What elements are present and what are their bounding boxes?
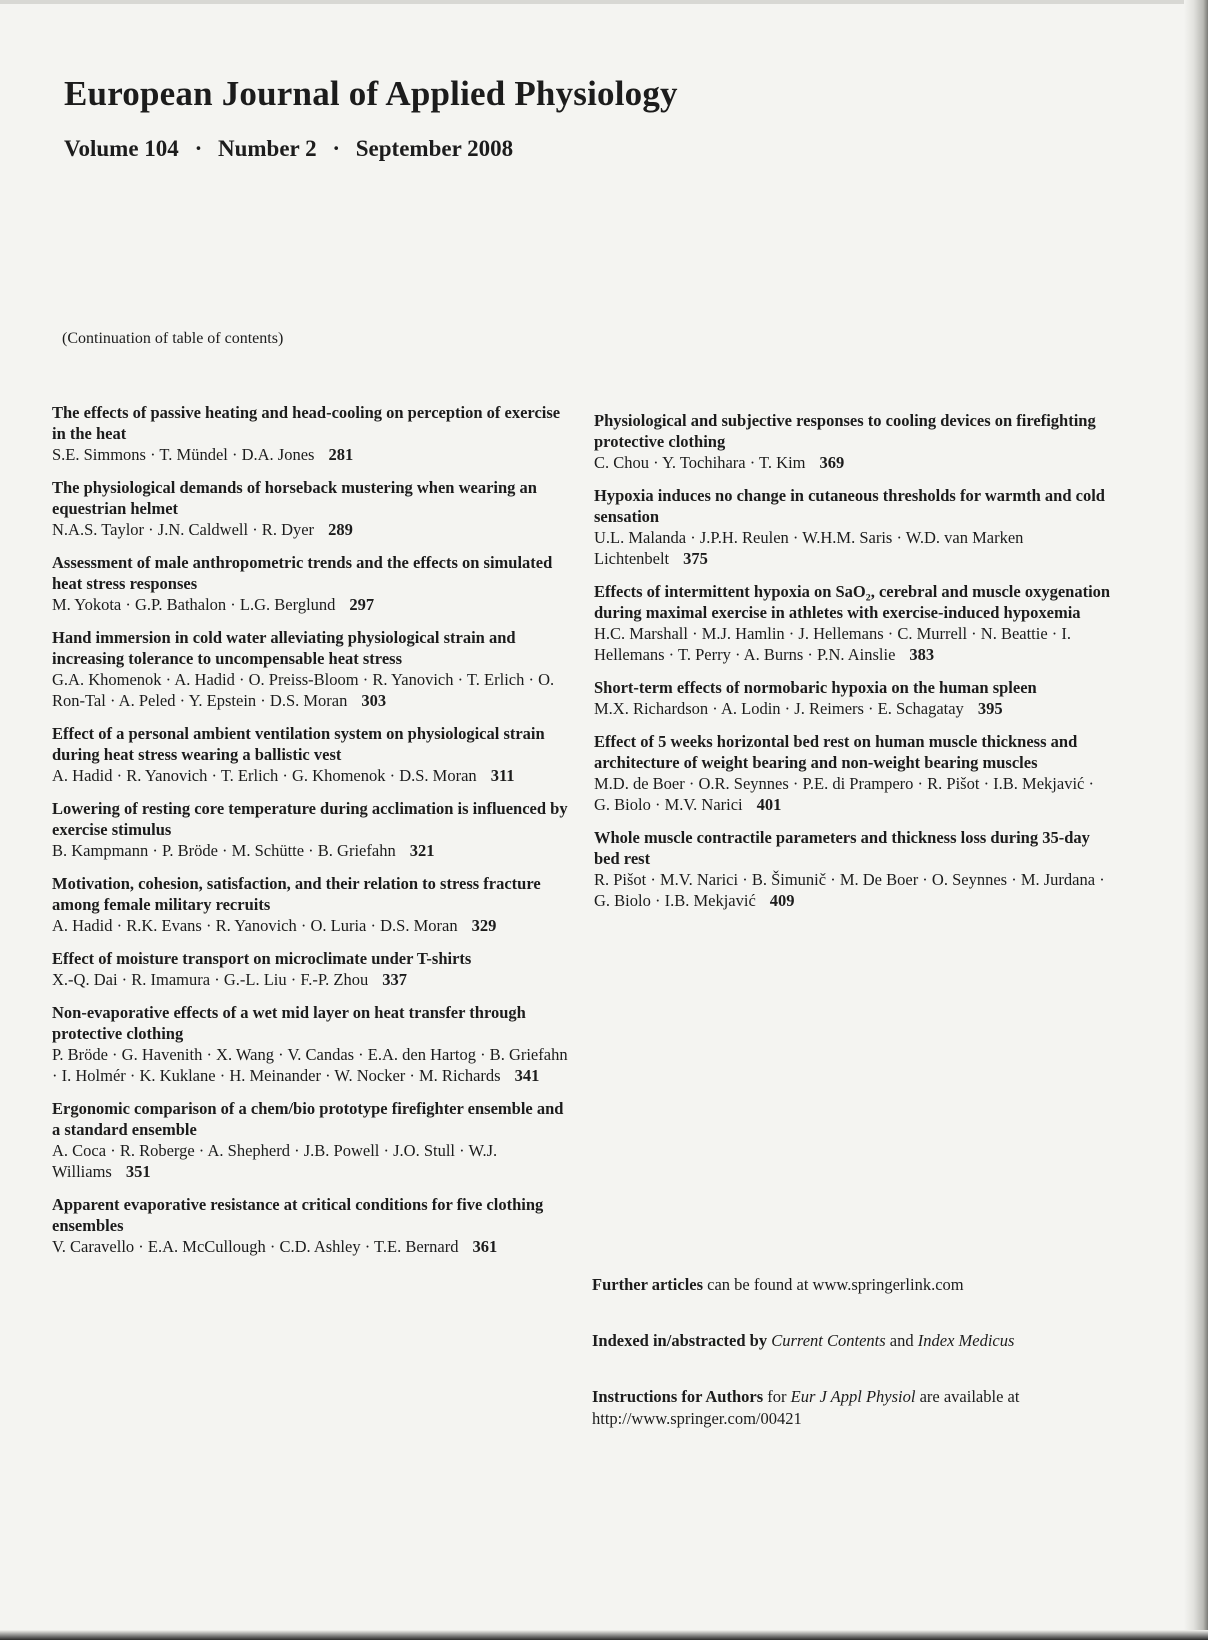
toc-entry [52,402,572,465]
toc-entry [52,873,572,936]
article-authors-line [52,444,572,465]
article-page-number: 281 [328,445,354,464]
article-authors: G.A. Khomenok · A. Hadid · O. Preiss-Bloom · R. Yanovich · T. Erlich · O. Ron-Tal · A. Peled · Y. Epstein · D.S. Moran [52,670,555,710]
article-authors: C. Chou · Y. Tochihara · T. Kim [594,453,806,472]
article-authors: S.E. Simmons · T. Mündel · D.A. Jones [52,445,315,464]
article-page-number: 409 [769,891,795,910]
article-authors: X.-Q. Dai · R. Imamura · G.-L. Liu · F.-P. Zhou [52,970,369,989]
issue-line [64,136,513,162]
instructions-url: are available at http://www.springer.com/00421 [592,1387,1020,1428]
article-authors: N.A.S. Taylor · J.N. Caldwell · R. Dyer [52,520,315,539]
indexed-and: and [885,1331,918,1350]
article-authors: A. Hadid · R. Yanovich · T. Erlich · G. Khomenok · D.S. Moran [52,766,477,785]
indexed-note [592,1330,1112,1352]
instructions-label: Instructions for Authors [592,1387,764,1406]
article-authors-line [594,773,1114,815]
indexed-source-2: Index Medicus [917,1331,1015,1350]
continuation-note: (Continuation of table of contents) [62,330,284,347]
toc-entry [52,798,572,861]
toc-entry [52,1098,572,1182]
article-authors: M. Yokota · G.P. Bathalon · L.G. Berglund [52,595,336,614]
article-authors-line [52,765,572,786]
article-authors: M.D. de Boer · O.R. Seynnes · P.E. di Prampero · R. Pišot · I.B. Mekjavić · G. Biolo · M.V. Narici [594,774,1094,814]
further-text: can be found at www.springerlink.com [703,1275,964,1294]
article-authors-line [52,969,572,990]
article-authors: H.C. Marshall · M.J. Hamlin · J. Hellemans · C. Murrell · N. Beattie · I. Hellemans · T. Perry · A. Burns · P.N. Ainslie [594,624,1072,664]
article-title: Hypoxia induces no change in cutaneous thresholds for warmth and cold sensation [594,486,1105,526]
journal-title: European Journal of Applied Physiology [64,74,678,113]
article-page-number: 289 [328,520,353,539]
article-page-number: 401 [756,795,782,814]
article-authors: R. Pišot · M.V. Narici · B. Šimunič · M. De Boer · O. Seynnes · M. Jurdana · G. Biolo · I.B. Mekjavić [594,870,1105,910]
article-title: Effect of a personal ambient ventilation system on physiological strain during heat stress wearing a ballistic vest [52,724,545,764]
article-authors: A. Coca · R. Roberge · A. Shepherd · J.B. Powell · J.O. Stull · W.J. Williams [52,1141,498,1181]
article-title: Assessment of male anthropometric trends and the effects on simulated heat stress responses [52,553,553,593]
article-authors-line [52,519,572,540]
toc-entry [52,948,572,990]
article-title: Motivation, cohesion, satisfaction, and their relation to stress fracture among female military recruits [52,874,541,914]
page-edge-top [0,0,1208,4]
article-authors: U.L. Malanda · J.P.H. Reulen · W.H.M. Saris · W.D. van Marken Lichtenbelt [594,528,1024,568]
article-title: Whole muscle contractile parameters and thickness loss during 35-day bed rest [594,828,1090,868]
article-authors-line [52,840,572,861]
article-page-number: 337 [382,970,407,989]
article-page-number: 341 [514,1066,540,1085]
article-authors-line [52,1236,572,1257]
article-authors-line [594,623,1114,665]
toc-entry [594,827,1114,911]
indexed-label: Indexed in/abstracted by [592,1331,768,1350]
article-title: The effects of passive heating and head-cooling on perception of exercise in the heat [52,403,561,443]
toc-entry [52,723,572,786]
article-page-number: 361 [472,1237,498,1256]
article-authors-line [52,1044,572,1086]
issue-date: September 2008 [355,136,514,161]
indexed-source-1: Current Contents [771,1331,886,1350]
volume: Volume 104 [64,136,179,161]
article-page-number: 351 [125,1162,151,1181]
toc-entry [52,1002,572,1086]
toc-column-right [594,410,1114,923]
article-authors-line [594,869,1114,911]
article-authors-line [594,698,1114,719]
article-authors: M.X. Richardson · A. Lodin · J. Reimers · E. Schagatay [594,699,964,718]
article-page-number: 311 [490,766,515,785]
page-edge-bottom [0,1630,1208,1640]
toc-entry [52,1194,572,1257]
page-shadow [1184,0,1208,1640]
article-page-number: 297 [349,595,375,614]
article-title: Non-evaporative effects of a wet mid layer on heat transfer through protective clothing [52,1003,526,1043]
article-page-number: 329 [471,916,497,935]
toc-entry [594,410,1114,473]
toc-entry [52,552,572,615]
article-authors-line [52,669,572,711]
article-title: The physiological demands of horseback mustering when wearing an equestrian helmet [52,478,537,518]
issue-number: Number 2 [217,136,317,161]
separator-dot: · [332,136,341,161]
toc-entry [594,731,1114,815]
article-title: Lowering of resting core temperature during acclimation is influenced by exercise stimulus [52,799,568,839]
article-authors-line [52,915,572,936]
toc-entry [52,477,572,540]
toc-entry [594,485,1114,569]
article-page-number: 303 [361,691,387,710]
article-page-number: 395 [977,699,1003,718]
article-authors: A. Hadid · R.K. Evans · R. Yanovich · O. Luria · D.S. Moran [52,916,458,935]
toc-column-left [52,402,572,1269]
toc-entry [594,581,1114,665]
article-page-number: 375 [683,549,708,568]
article-page-number: 369 [819,453,845,472]
article-title: Short-term effects of normobaric hypoxia on the human spleen [594,678,1037,697]
article-authors: P. Bröde · G. Havenith · X. Wang · V. Candas · E.A. den Hartog · B. Griefahn · I. Holmér · K. Kuklane · H. Meinander · W. Nocker · M. Richards [52,1045,568,1085]
article-title: Hand immersion in cold water alleviating physiological strain and increasing tolerance to uncompensable heat stress [52,628,516,668]
article-page-number: 383 [909,645,935,664]
article-title: Ergonomic comparison of a chem/bio prototype firefighter ensemble and a standard ensemble [52,1099,564,1139]
further-articles-note [592,1274,1112,1296]
separator-dot: · [194,136,203,161]
article-page-number: 321 [409,841,435,860]
journal-abbrev: Eur J Appl Physiol [790,1387,916,1406]
article-authors-line [594,452,1114,473]
article-title: Effect of 5 weeks horizontal bed rest on human muscle thickness and architecture of weight bearing and non-weight bearing muscles [594,732,1078,772]
instructions-for: for [763,1387,791,1406]
article-authors-line [594,527,1114,569]
instructions-note [592,1386,1112,1430]
article-authors-line [52,594,572,615]
article-title: Physiological and subjective responses to cooling devices on firefighting protective clothing [594,411,1096,451]
article-title: Effects of intermittent hypoxia on SaO₂, cerebral and muscle oxygenation during maximal exercise in athletes with exercise-induced hypoxemia [594,582,1111,622]
article-authors: B. Kampmann · P. Bröde · M. Schütte · B. Griefahn [52,841,396,860]
article-authors: V. Caravello · E.A. McCullough · C.D. Ashley · T.E. Bernard [52,1237,459,1256]
article-title: Apparent evaporative resistance at critical conditions for five clothing ensembles [52,1195,544,1235]
toc-entry [52,627,572,711]
article-authors-line [52,1140,572,1182]
toc-entry [594,677,1114,719]
article-title: Effect of moisture transport on microclimate under T-shirts [52,949,472,968]
further-label: Further articles [592,1275,704,1294]
